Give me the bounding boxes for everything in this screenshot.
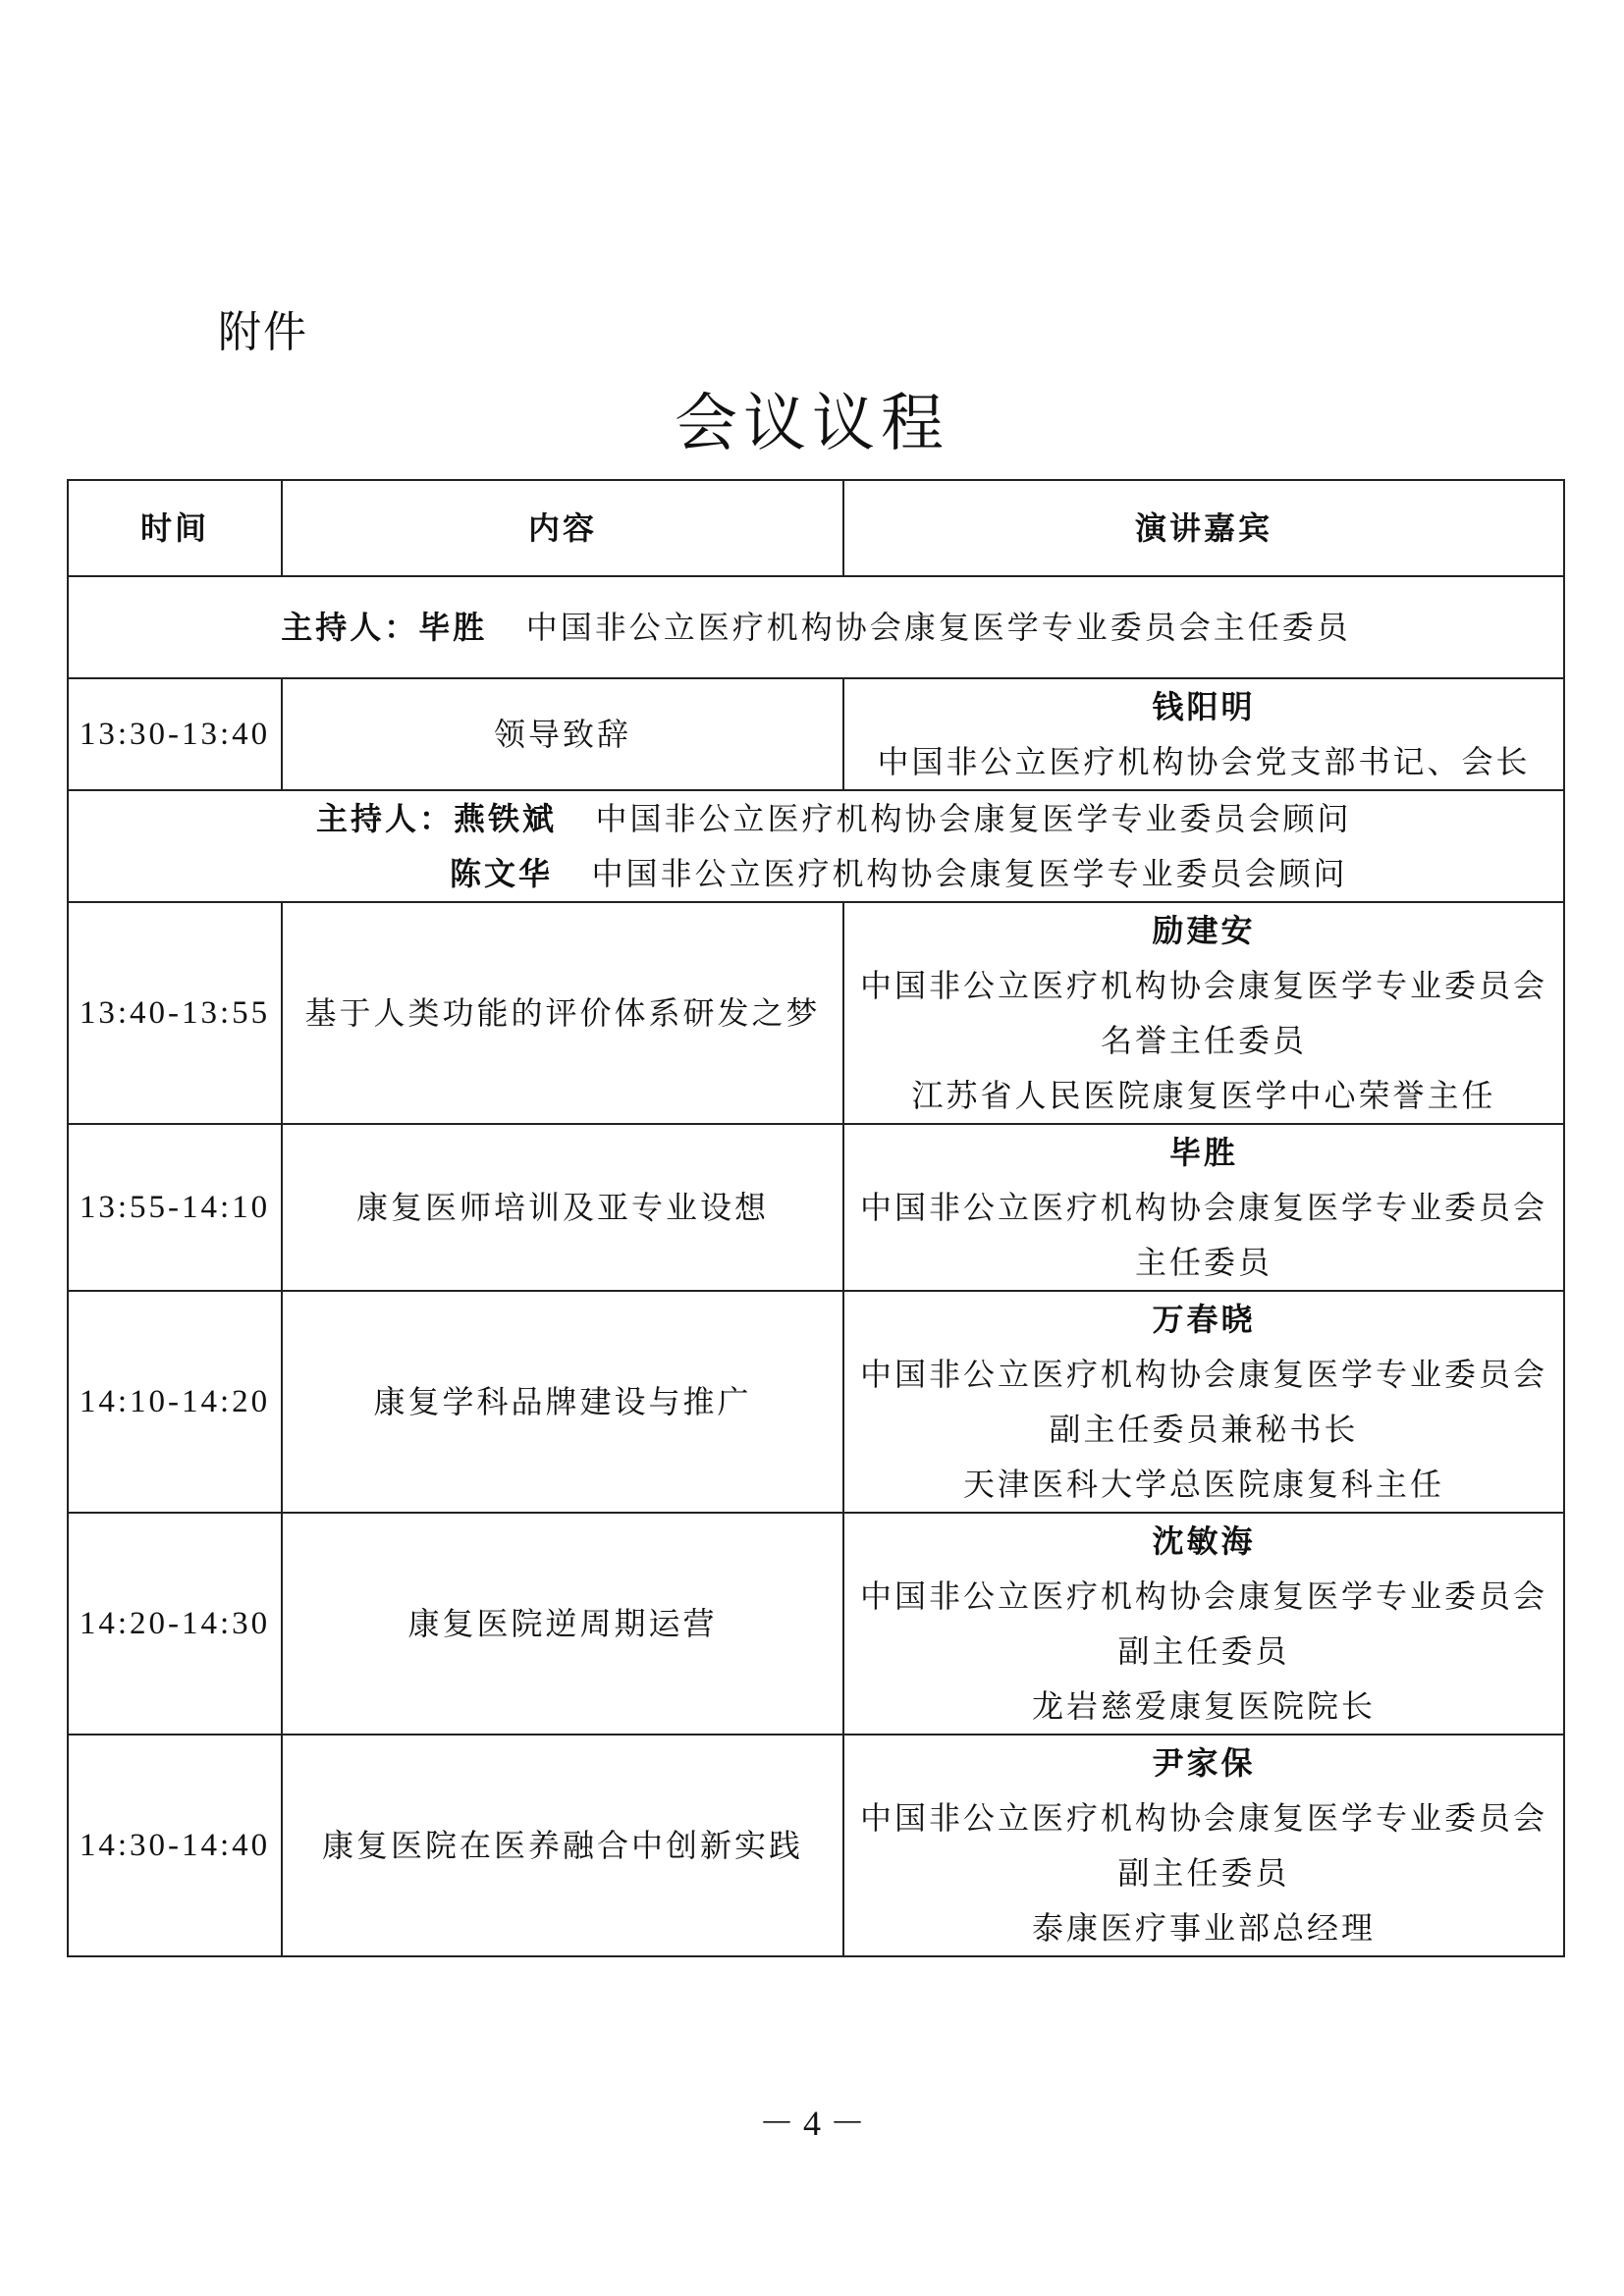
speaker-line: 中国非公立医疗机构协会康复医学专业委员会 — [859, 1577, 1547, 1615]
host-title: 中国非公立医疗机构协会康复医学专业委员会顾问 — [595, 800, 1352, 837]
session-row-4 — [68, 1291, 1564, 1513]
speaker-line: 副主任委员兼秘书长 — [1049, 1411, 1359, 1448]
speaker-line: 龙岩慈爱康复医院院长 — [1031, 1687, 1376, 1725]
speaker-line: 中国非公立医疗机构协会康复医学专业委员会 — [859, 1799, 1547, 1837]
speaker-line: 中国非公立医疗机构协会康复医学专业委员会 — [859, 1356, 1547, 1393]
session-time: 14:10-14:20 — [68, 1291, 282, 1513]
host-row-1 — [68, 576, 1564, 678]
session-time: 13:40-13:55 — [68, 902, 282, 1124]
session-speaker — [843, 1291, 1564, 1513]
speaker-line: 中国非公立医疗机构协会党支部书记、会长 — [877, 743, 1531, 780]
header-time: 时间 — [68, 480, 282, 576]
session-row-5 — [68, 1513, 1564, 1735]
session-speaker — [843, 1513, 1564, 1735]
host-label: 主持人： — [316, 800, 455, 837]
session-time: 13:30-13:40 — [68, 678, 282, 790]
session-speaker — [843, 1124, 1564, 1291]
speaker-line: 名誉主任委员 — [1100, 1022, 1307, 1059]
speaker-name: 尹家保 — [1152, 1744, 1256, 1782]
session-content: 基于人类功能的评价体系研发之梦 — [282, 902, 843, 1124]
page-number: － 4 － — [758, 2104, 865, 2143]
speaker-name: 励建安 — [1152, 912, 1256, 949]
speaker-name: 沈敏海 — [1152, 1522, 1256, 1560]
speaker-line: 副主任委员 — [1117, 1632, 1290, 1670]
speaker-line: 江苏省人民医院康复医学中心荣誉主任 — [911, 1077, 1496, 1114]
speaker-name: 钱阳明 — [1152, 688, 1256, 725]
host-name: 燕铁斌 — [454, 800, 558, 837]
session-content: 康复医师培训及亚专业设想 — [282, 1124, 843, 1291]
host-line — [316, 846, 1563, 901]
host-name: 陈文华 — [450, 855, 554, 892]
session-time: 14:20-14:30 — [68, 1513, 282, 1735]
header-speaker: 演讲嘉宾 — [843, 480, 1564, 576]
attachment-label: 附件 — [218, 307, 308, 357]
session-content: 领导致辞 — [282, 678, 843, 790]
session-time: 13:55-14:10 — [68, 1124, 282, 1291]
session-speaker — [843, 678, 1564, 790]
session-time: 14:30-14:40 — [68, 1735, 282, 1956]
speaker-line: 天津医科大学总医院康复科主任 — [962, 1466, 1444, 1503]
speaker-line: 副主任委员 — [1117, 1854, 1290, 1892]
speaker-line: 中国非公立医疗机构协会康复医学专业委员会 — [859, 967, 1547, 1004]
speaker-line: 中国非公立医疗机构协会康复医学专业委员会 — [859, 1189, 1547, 1226]
table-header-row — [68, 480, 1564, 576]
speaker-line: 主任委员 — [1134, 1244, 1272, 1281]
session-speaker — [843, 1735, 1564, 1956]
agenda-table — [67, 479, 1565, 1957]
host-cell-2 — [68, 790, 1564, 902]
host-title: 中国非公立医疗机构协会康复医学专业委员会顾问 — [591, 855, 1348, 892]
session-row-1 — [68, 678, 1564, 790]
session-content: 康复医院在医养融合中创新实践 — [282, 1735, 843, 1956]
session-row-2 — [68, 902, 1564, 1124]
header-content: 内容 — [282, 480, 843, 576]
host-name: 毕胜 — [418, 609, 488, 646]
speaker-name: 毕胜 — [1168, 1134, 1238, 1171]
host-label: 主持人： — [281, 609, 419, 646]
host-row-2 — [68, 790, 1564, 902]
session-row-3 — [68, 1124, 1564, 1291]
session-content: 康复学科品牌建设与推广 — [282, 1291, 843, 1513]
host-cell-1 — [68, 576, 1564, 678]
page-title: 会议议程 — [675, 388, 949, 460]
session-content: 康复医院逆周期运营 — [282, 1513, 843, 1735]
host-line — [316, 791, 1563, 846]
session-row-6 — [68, 1735, 1564, 1956]
speaker-line: 泰康医疗事业部总经理 — [1031, 1909, 1376, 1947]
host-title: 中国非公立医疗机构协会康复医学专业委员会主任委员 — [525, 609, 1351, 646]
session-speaker — [843, 902, 1564, 1124]
speaker-name: 万春晓 — [1152, 1301, 1256, 1338]
